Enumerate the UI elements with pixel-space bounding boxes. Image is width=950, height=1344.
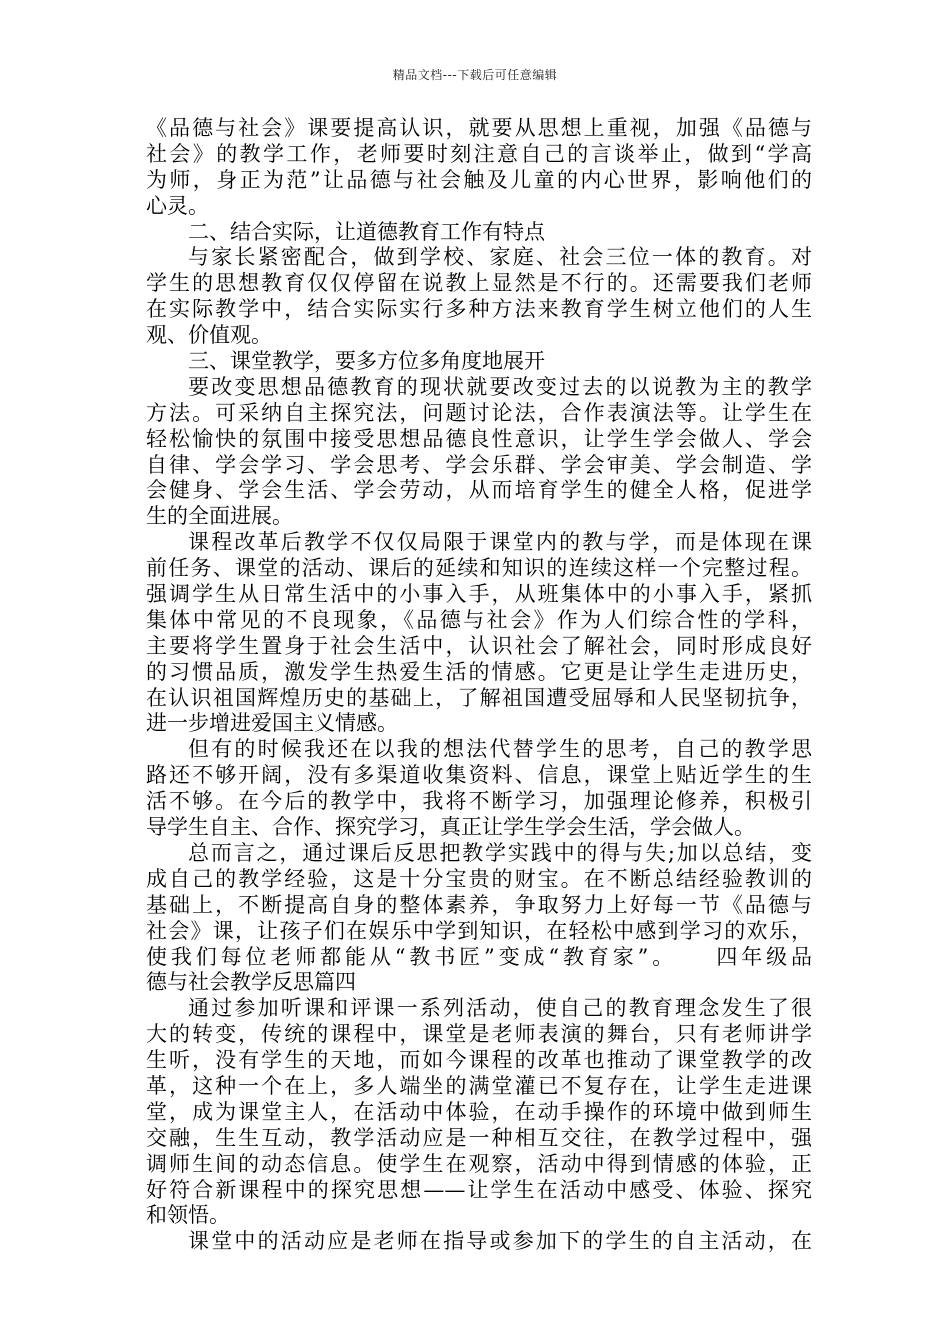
text-line: 成自己的教学经验，这是十分宝贵的财宝。在不断总结经验教训的 <box>146 866 812 891</box>
text-line: 大的转变，传统的课程中，课堂是老师表演的舞台，只有老师讲学 <box>146 1022 812 1047</box>
text-line: 集体中常见的不良现象，《品德与社会》作为人们综合性的学科， <box>146 607 812 632</box>
text-line: 活不够。在今后的教学中，我将不断学习，加强理论修养，积极引 <box>146 789 812 814</box>
text-line: 主要将学生置身于社会生活中，认识社会了解社会，同时形成良好 <box>146 633 812 658</box>
text-line: 心灵。 <box>146 193 209 218</box>
text-line: 方法。可采纳自主探究法，问题讨论法，合作表演法等。让学生在 <box>146 400 812 425</box>
text-line: 会健身、学会生活、学会劳动，从而培育学生的健全人格，促进学 <box>146 478 812 503</box>
page-header: 精品文档---下载后可任意编辑 <box>392 68 558 82</box>
text-line: 学生的思想教育仅仅停留在说教上显然是不行的。还需要我们老师 <box>146 271 812 296</box>
text-line: 德与社会教学反思篇四 <box>146 970 356 995</box>
text-line: 好符合新课程中的探究思想——让学生在活动中感受、体验、探究 <box>146 1177 812 1202</box>
text-line: 进一步增进爱国主义情感。 <box>146 711 398 736</box>
text-line: 与家长紧密配合，做到学校、家庭、社会三位一体的教育。对 <box>188 245 812 270</box>
text-line: 但有的时候我还在以我的想法代替学生的思考，自己的教学思 <box>188 737 812 762</box>
text-line: 路还不够开阔，没有多渠道收集资料、信息，课堂上贴近学生的生 <box>146 763 812 788</box>
text-line: 堂，成为课堂主人，在活动中体验，在动手操作的环境中做到师生 <box>146 1099 812 1124</box>
text-line: 使我们每位老师都能从“教书匠”变成“教育家”。 四年级品 <box>146 944 812 969</box>
text-line: 导学生自主、合作、探究学习，真正让学生学会生活，学会做人。 <box>146 815 755 840</box>
text-line: 基础上，不断提高自身的整体素养，争取努力上好每一节《品德与 <box>146 892 812 917</box>
text-line: 在实际教学中，结合实际实行多种方法来教育学生树立他们的人生 <box>146 297 812 322</box>
text-line: 生的全面进展。 <box>146 504 293 529</box>
text-line: 《品德与社会》课要提高认识，就要从思想上重视，加强《品德与 <box>146 116 812 140</box>
text-line: 要改变思想品德教育的现状就要改变过去的以说教为主的教学 <box>188 374 812 399</box>
text-line: 轻松愉快的氛围中接受思想品德良性意识，让学生学会做人、学会 <box>146 426 812 451</box>
text-line: 革，这种一个在上，多人端坐的满堂灌已不复存在，让学生走进课 <box>146 1073 812 1098</box>
text-line: 课堂中的活动应是老师在指导或参加下的学生的自主活动，在 <box>188 1229 812 1254</box>
text-line: 调师生间的动态信息。使学生在观察，活动中得到情感的体验，正 <box>146 1151 812 1176</box>
text-line: 社会》的教学工作，老师要时刻注意自己的言谈举止，做到“学高 <box>146 141 812 166</box>
text-line: 二、结合实际，让道德教育工作有特点 <box>188 219 545 244</box>
text-line: 通过参加听课和评课一系列活动，使自己的教育理念发生了很 <box>188 996 812 1021</box>
text-line: 的习惯品质，激发学生热爱生活的情感。它更是让学生走进历史， <box>146 659 812 684</box>
text-line: 生听，没有学生的天地，而如今课程的改革也推动了课堂教学的改 <box>146 1048 812 1073</box>
text-line: 自律、学会学习、学会思考、学会乐群、学会审美、学会制造、学 <box>146 452 812 477</box>
text-line: 为师，身正为范”让品德与社会触及儿童的内心世界，影响他们的 <box>146 167 812 192</box>
text-line: 和领悟。 <box>146 1203 230 1228</box>
document-body <box>146 116 812 1255</box>
text-line: 交融，生生互动，教学活动应是一种相互交往，在教学过程中，强 <box>146 1125 812 1150</box>
text-line: 强调学生从日常生活中的小事入手，从班集体中的小事入手，紧抓 <box>146 582 812 607</box>
text-line: 在认识祖国辉煌历史的基础上，了解祖国遭受屈辱和人民坚韧抗争， <box>146 685 812 710</box>
text-line: 前任务、课堂的活动、课后的延续和知识的连续这样一个完整过程。 <box>146 556 812 581</box>
text-line: 三、课堂教学，要多方位多角度地展开 <box>188 349 545 374</box>
text-line: 社会》课，让孩子们在娱乐中学到知识，在轻松中感到学习的欢乐， <box>146 918 812 943</box>
text-line: 观、价值观。 <box>146 323 272 348</box>
text-line: 课程改革后教学不仅仅局限于课堂内的教与学，而是体现在课 <box>188 530 812 555</box>
text-line: 总而言之，通过课后反思把教学实践中的得与失;加以总结，变 <box>188 840 812 865</box>
